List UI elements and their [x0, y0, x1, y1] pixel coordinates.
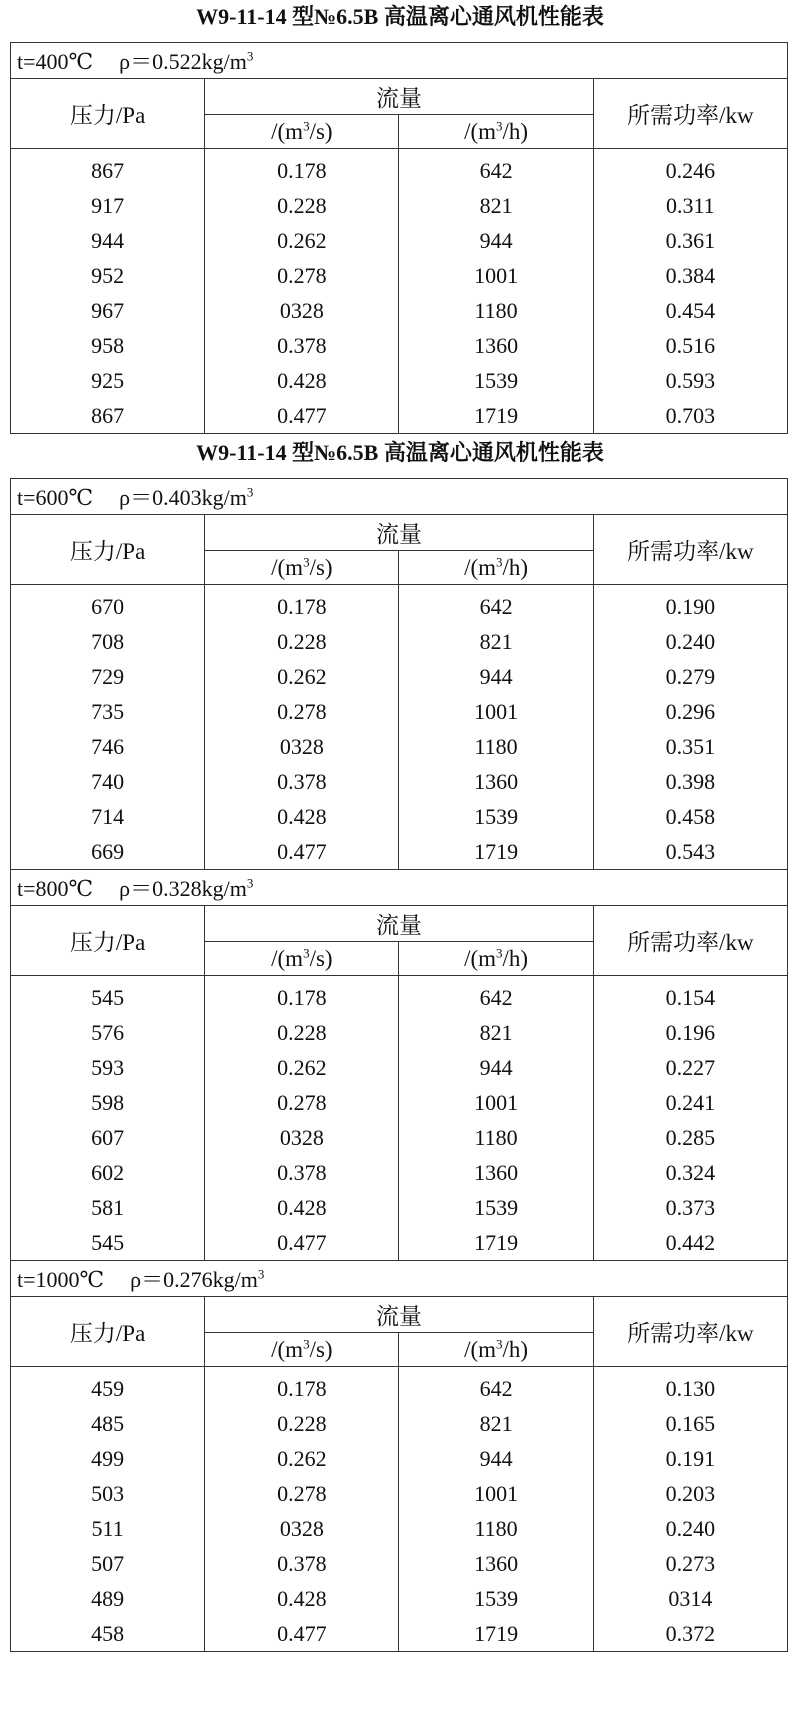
flow-m3h-cell: 1360: [399, 328, 593, 363]
superscript: 3: [303, 1335, 310, 1351]
flow-m3s-cell: 0.428: [205, 363, 399, 398]
pressure-header: 压力/Pa: [11, 79, 205, 149]
power-cell: 0.240: [593, 624, 787, 659]
flow-m3h-cell: 1539: [399, 1581, 593, 1616]
flow-m3s-cell: 0.428: [205, 799, 399, 834]
table-row: [11, 624, 788, 659]
flow-m3h-header: $/(m^3/h)$: [399, 115, 593, 149]
flow-m3h-cell: 1360: [399, 764, 593, 799]
pressure-header: 压力/Pa: [11, 515, 205, 585]
flow-m3s-header: $/(m^3/s)$: [205, 1333, 399, 1367]
flow-m3h-cell: 821: [399, 188, 593, 223]
table-row: [11, 1581, 788, 1616]
pressure-cell: 499: [11, 1441, 205, 1476]
flow-m3h-cell: 1719: [399, 834, 593, 870]
flow-m3h-cell: 1719: [399, 398, 593, 434]
power-cell: 0.516: [593, 328, 787, 363]
pressure-cell: 740: [11, 764, 205, 799]
flow-m3s-cell: 0328: [205, 1120, 399, 1155]
flow-m3s-cell: 0328: [205, 293, 399, 328]
power-cell: 0.165: [593, 1406, 787, 1441]
flow-m3h-cell: 821: [399, 624, 593, 659]
pressure-cell: 485: [11, 1406, 205, 1441]
flow-m3h-cell: 1001: [399, 694, 593, 729]
flow-header: 流量: [205, 906, 593, 942]
flow-m3h-cell: 642: [399, 585, 593, 625]
flow-m3h-cell: 821: [399, 1015, 593, 1050]
flow-m3h-header: $/(m^3/h)$: [399, 942, 593, 976]
table-row: [11, 328, 788, 363]
power-cell: 0.311: [593, 188, 787, 223]
flow-m3h-cell: 944: [399, 1441, 593, 1476]
header-row: [11, 79, 788, 115]
table-row: [11, 976, 788, 1016]
flow-m3h-cell: 1360: [399, 1546, 593, 1581]
flow-m3h-cell: 1719: [399, 1225, 593, 1261]
flow-m3s-cell: 0.228: [205, 1015, 399, 1050]
superscript: 3: [303, 553, 310, 569]
condition-row: [11, 479, 788, 515]
condition-cell: [11, 1261, 788, 1297]
density-label: $\rho=0.403kg/m^3$: [119, 484, 254, 510]
flow-m3s-cell: 0.477: [205, 834, 399, 870]
power-cell: 0.373: [593, 1190, 787, 1225]
pressure-cell: 598: [11, 1085, 205, 1120]
temperature-label: t=600℃: [17, 485, 94, 510]
pressure-cell: 545: [11, 1225, 205, 1261]
table-row: [11, 1120, 788, 1155]
flow-m3h-cell: 642: [399, 976, 593, 1016]
table-row: [11, 1225, 788, 1261]
table-row: [11, 149, 788, 189]
flow-m3h-cell: 1180: [399, 293, 593, 328]
power-cell: 0.285: [593, 1120, 787, 1155]
flow-m3h-cell: 1001: [399, 258, 593, 293]
pressure-cell: 714: [11, 799, 205, 834]
table-row: [11, 729, 788, 764]
flow-m3h-header: $/(m^3/h)$: [399, 551, 593, 585]
table-row: [11, 1155, 788, 1190]
table-row: [11, 1085, 788, 1120]
flow-m3s-cell: 0.477: [205, 398, 399, 434]
flow-m3h-cell: 1539: [399, 799, 593, 834]
pressure-cell: 503: [11, 1476, 205, 1511]
pressure-cell: 944: [11, 223, 205, 258]
power-cell: 0.196: [593, 1015, 787, 1050]
performance-table-600-800-1000: [10, 478, 788, 1652]
superscript: 3: [246, 484, 254, 500]
table-row: [11, 1546, 788, 1581]
flow-m3s-cell: 0.428: [205, 1581, 399, 1616]
flow-m3h-cell: 944: [399, 223, 593, 258]
table-row: [11, 659, 788, 694]
flow-m3s-cell: 0.178: [205, 976, 399, 1016]
condition-row: [11, 43, 788, 79]
header-row: [11, 515, 788, 551]
density-label: $\rho=0.276kg/m^3$: [130, 1266, 265, 1292]
flow-m3s-header: $/(m^3/s)$: [205, 942, 399, 976]
pressure-cell: 593: [11, 1050, 205, 1085]
flow-m3h-cell: 642: [399, 1367, 593, 1407]
power-cell: 0.203: [593, 1476, 787, 1511]
table-row: [11, 834, 788, 870]
table-row: [11, 363, 788, 398]
pressure-cell: 670: [11, 585, 205, 625]
table-row: [11, 1015, 788, 1050]
superscript: 3: [496, 1335, 503, 1351]
pressure-cell: 581: [11, 1190, 205, 1225]
power-cell: 0.130: [593, 1367, 787, 1407]
condition-cell: [11, 870, 788, 906]
flow-header: 流量: [205, 79, 593, 115]
flow-m3h-cell: 1719: [399, 1616, 593, 1652]
pressure-cell: 576: [11, 1015, 205, 1050]
flow-m3h-cell: 1001: [399, 1476, 593, 1511]
pressure-cell: 507: [11, 1546, 205, 1581]
power-cell: 0.246: [593, 149, 787, 189]
flow-m3s-cell: 0.278: [205, 1085, 399, 1120]
table-title: W9-11-14 型№6.5B 高温离心通风机性能表: [196, 4, 604, 29]
table-row: [11, 799, 788, 834]
superscript: 3: [246, 48, 254, 64]
flow-m3h-cell: 642: [399, 149, 593, 189]
power-cell: 0.240: [593, 1511, 787, 1546]
condition-cell: [11, 43, 788, 79]
table-title: W9-11-14 型№6.5B 高温离心通风机性能表: [196, 440, 604, 465]
power-cell: 0.703: [593, 398, 787, 434]
power-cell: 0.384: [593, 258, 787, 293]
temperature-label: t=1000℃: [17, 1267, 105, 1292]
flow-m3s-cell: 0.378: [205, 764, 399, 799]
superscript: 3: [246, 875, 254, 891]
flow-m3s-cell: 0.428: [205, 1190, 399, 1225]
power-cell: 0.454: [593, 293, 787, 328]
pressure-cell: 746: [11, 729, 205, 764]
pressure-cell: 602: [11, 1155, 205, 1190]
table-row: [11, 398, 788, 434]
pressure-cell: 607: [11, 1120, 205, 1155]
density-label: $\rho=0.328kg/m^3$: [119, 875, 254, 901]
flow-m3h-cell: 1180: [399, 729, 593, 764]
pressure-header: 压力/Pa: [11, 906, 205, 976]
flow-m3s-cell: 0.378: [205, 328, 399, 363]
header-row: [11, 1297, 788, 1333]
flow-m3s-cell: 0328: [205, 729, 399, 764]
flow-header: 流量: [205, 1297, 593, 1333]
flow-m3s-cell: 0.477: [205, 1616, 399, 1652]
table-row: [11, 258, 788, 293]
flow-m3s-header: $/(m^3/s)$: [205, 115, 399, 149]
flow-m3s-cell: 0.178: [205, 149, 399, 189]
flow-m3h-cell: 944: [399, 1050, 593, 1085]
flow-m3s-cell: 0.262: [205, 1441, 399, 1476]
pressure-cell: 958: [11, 328, 205, 363]
flow-m3s-cell: 0.262: [205, 1050, 399, 1085]
superscript: 3: [303, 117, 310, 133]
condition-row: [11, 1261, 788, 1297]
table-row: [11, 188, 788, 223]
flow-m3s-header: $/(m^3/s)$: [205, 551, 399, 585]
flow-m3h-cell: 944: [399, 659, 593, 694]
table-row: [11, 1050, 788, 1085]
power-header: 所需功率/kw: [593, 1297, 787, 1367]
table-row: [11, 585, 788, 625]
flow-m3s-cell: 0.178: [205, 585, 399, 625]
table-row: [11, 223, 788, 258]
table-row: [11, 1367, 788, 1407]
superscript: 3: [496, 117, 503, 133]
power-header: 所需功率/kw: [593, 515, 787, 585]
pressure-cell: 458: [11, 1616, 205, 1652]
flow-m3h-header: $/(m^3/h)$: [399, 1333, 593, 1367]
pressure-cell: 729: [11, 659, 205, 694]
table-row: [11, 293, 788, 328]
flow-m3s-cell: 0.278: [205, 1476, 399, 1511]
flow-m3s-cell: 0.378: [205, 1155, 399, 1190]
pressure-cell: 489: [11, 1581, 205, 1616]
power-cell: 0.442: [593, 1225, 787, 1261]
power-header: 所需功率/kw: [593, 906, 787, 976]
data-table: [10, 42, 788, 434]
power-header: 所需功率/kw: [593, 79, 787, 149]
condition-row: [11, 870, 788, 906]
pressure-cell: 925: [11, 363, 205, 398]
flow-m3s-cell: 0.178: [205, 1367, 399, 1407]
flow-m3h-cell: 821: [399, 1406, 593, 1441]
flow-m3s-cell: 0.262: [205, 223, 399, 258]
power-cell: 0.296: [593, 694, 787, 729]
pressure-cell: 967: [11, 293, 205, 328]
flow-m3s-cell: 0.378: [205, 1546, 399, 1581]
pressure-cell: 708: [11, 624, 205, 659]
table-row: [11, 1406, 788, 1441]
superscript: 3: [496, 944, 503, 960]
pressure-cell: 867: [11, 398, 205, 434]
table-row: [11, 1190, 788, 1225]
table-row: [11, 764, 788, 799]
density-label: $\rho=0.522kg/m^3$: [119, 48, 254, 74]
power-cell: 0.273: [593, 1546, 787, 1581]
power-cell: 0.241: [593, 1085, 787, 1120]
superscript: 3: [303, 944, 310, 960]
power-cell: 0.361: [593, 223, 787, 258]
table-row: [11, 1616, 788, 1652]
pressure-cell: 867: [11, 149, 205, 189]
table-row: [11, 1441, 788, 1476]
power-cell: 0.279: [593, 659, 787, 694]
power-cell: 0.191: [593, 1441, 787, 1476]
flow-m3h-cell: 1180: [399, 1120, 593, 1155]
flow-m3s-cell: 0.228: [205, 188, 399, 223]
table-row: [11, 1511, 788, 1546]
table-row: [11, 1476, 788, 1511]
flow-m3h-cell: 1539: [399, 363, 593, 398]
power-cell: 0.190: [593, 585, 787, 625]
power-cell: 0314: [593, 1581, 787, 1616]
flow-m3h-cell: 1360: [399, 1155, 593, 1190]
pressure-cell: 917: [11, 188, 205, 223]
power-cell: 0.227: [593, 1050, 787, 1085]
pressure-cell: 459: [11, 1367, 205, 1407]
power-cell: 0.324: [593, 1155, 787, 1190]
pressure-cell: 952: [11, 258, 205, 293]
flow-m3s-cell: 0.278: [205, 258, 399, 293]
power-cell: 0.154: [593, 976, 787, 1016]
performance-table-400: [10, 42, 788, 434]
flow-header: 流量: [205, 515, 593, 551]
power-cell: 0.398: [593, 764, 787, 799]
power-cell: 0.543: [593, 834, 787, 870]
flow-m3s-cell: 0.228: [205, 624, 399, 659]
data-table: [10, 478, 788, 1652]
temperature-label: t=800℃: [17, 876, 94, 901]
flow-m3s-cell: 0.477: [205, 1225, 399, 1261]
temperature-label: t=400℃: [17, 49, 94, 74]
pressure-cell: 511: [11, 1511, 205, 1546]
pressure-cell: 735: [11, 694, 205, 729]
power-cell: 0.351: [593, 729, 787, 764]
power-cell: 0.458: [593, 799, 787, 834]
power-cell: 0.372: [593, 1616, 787, 1652]
condition-cell: [11, 479, 788, 515]
superscript: 3: [496, 553, 503, 569]
flow-m3s-cell: 0.278: [205, 694, 399, 729]
power-cell: 0.593: [593, 363, 787, 398]
flow-m3h-cell: 1180: [399, 1511, 593, 1546]
pressure-cell: 669: [11, 834, 205, 870]
flow-m3s-cell: 0328: [205, 1511, 399, 1546]
superscript: 3: [257, 1266, 265, 1282]
flow-m3h-cell: 1001: [399, 1085, 593, 1120]
header-row: [11, 906, 788, 942]
pressure-header: 压力/Pa: [11, 1297, 205, 1367]
table-row: [11, 694, 788, 729]
pressure-cell: 545: [11, 976, 205, 1016]
flow-m3h-cell: 1539: [399, 1190, 593, 1225]
flow-m3s-cell: 0.262: [205, 659, 399, 694]
flow-m3s-cell: 0.228: [205, 1406, 399, 1441]
